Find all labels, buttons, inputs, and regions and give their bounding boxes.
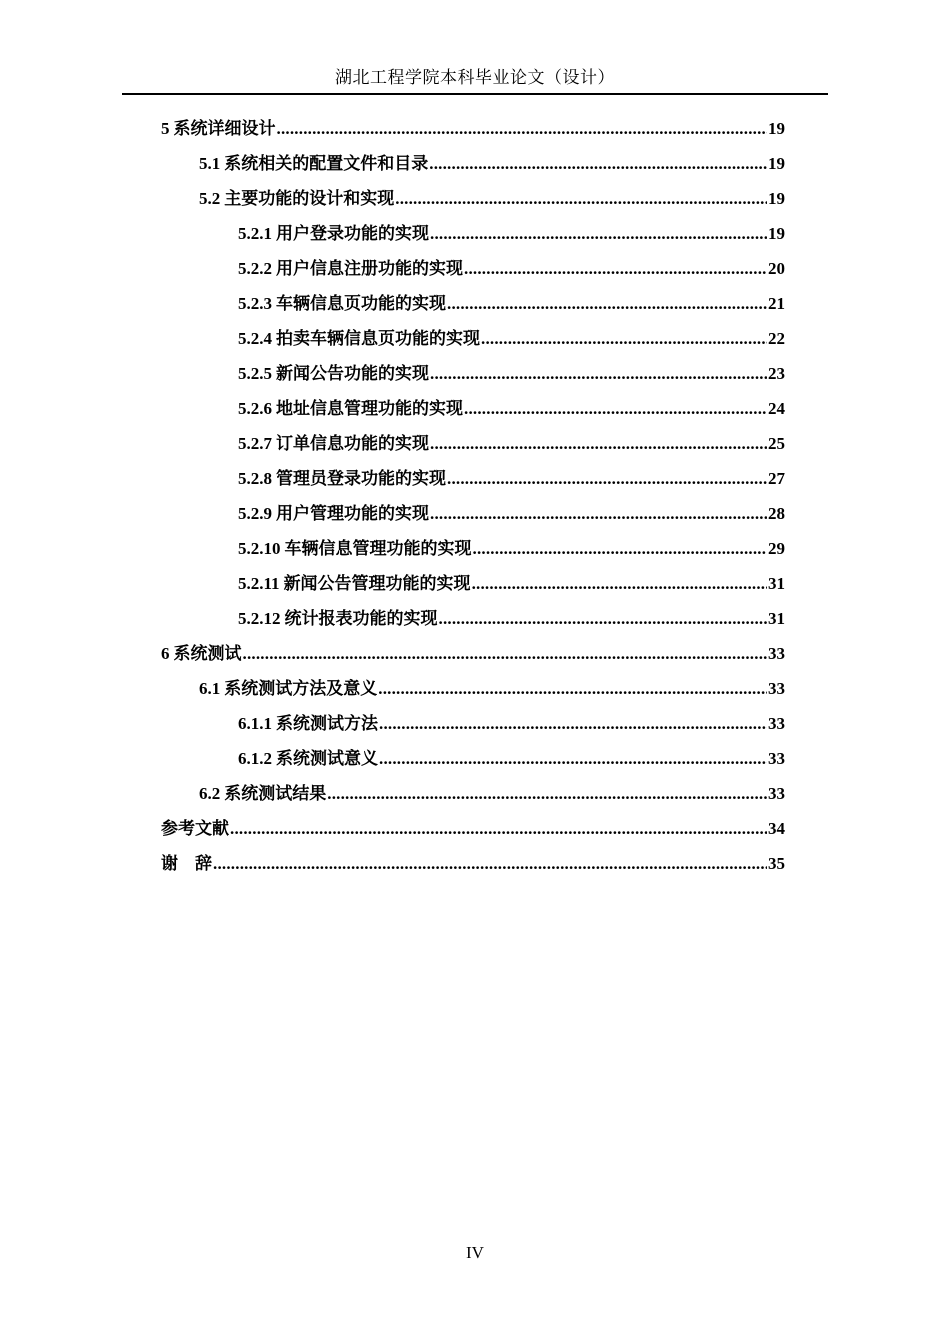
toc-entry-page: 23: [768, 364, 785, 383]
toc-entry-page: 24: [768, 399, 785, 418]
toc-dot-leader: [379, 747, 767, 771]
toc-entry[interactable]: [161, 117, 785, 152]
toc-entry-title: 系统详细设计: [173, 119, 276, 139]
toc-entry[interactable]: [161, 292, 785, 327]
toc-entry-number: 5.2.5: [238, 364, 272, 383]
toc-entry[interactable]: [161, 712, 785, 747]
toc-entry-number: 5.2.4: [238, 329, 272, 348]
toc-dot-leader: [277, 117, 768, 141]
toc-entry-page: 31: [768, 609, 785, 628]
toc-entry-page: 33: [768, 644, 785, 663]
toc-entry[interactable]: [161, 537, 785, 572]
toc-dot-leader: [430, 432, 767, 456]
toc-entry-title: 车辆信息页功能的实现: [276, 294, 446, 314]
toc-entry-page: 20: [768, 259, 785, 278]
toc-entry-number: 6.1.2: [238, 749, 272, 768]
toc-entry-number: 5.2: [199, 189, 221, 208]
toc-dot-leader: [430, 502, 767, 526]
toc-dot-leader: [429, 152, 767, 176]
toc-dot-leader: [213, 852, 767, 876]
toc-entry-number: 5.2.2: [238, 259, 272, 278]
toc-entry[interactable]: [161, 257, 785, 292]
toc-entry-page: 19: [768, 154, 785, 173]
toc-entry[interactable]: [161, 642, 785, 677]
toc-dot-leader: [481, 327, 767, 351]
toc-dot-leader: [447, 467, 767, 491]
toc-entry-title: 用户登录功能的实现: [276, 224, 429, 244]
toc-entry[interactable]: [161, 152, 785, 187]
table-of-contents: [161, 117, 785, 887]
toc-entry-title: 系统相关的配置文件和目录: [224, 154, 429, 174]
toc-dot-leader: [473, 537, 768, 561]
page-header: [122, 66, 828, 95]
toc-entry-number: 6.2: [199, 784, 221, 803]
toc-entry-page: 29: [768, 539, 785, 558]
toc-entry[interactable]: [161, 467, 785, 502]
toc-dot-leader: [379, 712, 767, 736]
toc-entry-page: 19: [768, 189, 785, 208]
toc-dot-leader: [447, 292, 767, 316]
toc-entry-title: 新闻公告管理功能的实现: [283, 574, 471, 594]
toc-entry-page: 33: [768, 679, 785, 698]
toc-entry-number: 5.2.7: [238, 434, 272, 453]
toc-entry-title: 主要功能的设计和实现: [224, 189, 395, 209]
toc-entry-number: 5.2.1: [238, 224, 272, 243]
toc-entry-title: 订单信息功能的实现: [276, 434, 429, 454]
toc-dot-leader: [430, 362, 767, 386]
toc-entry-page: 21: [768, 294, 785, 313]
toc-entry-title: 新闻公告功能的实现: [276, 364, 429, 384]
toc-dot-leader: [472, 572, 767, 596]
toc-entry-page: 33: [768, 749, 785, 768]
toc-entry[interactable]: [161, 222, 785, 257]
toc-entry-page: 33: [768, 784, 785, 803]
toc-dot-leader: [464, 257, 767, 281]
toc-entry-number: 6.1.1: [238, 714, 272, 733]
toc-entry-number: 5.2.6: [238, 399, 272, 418]
toc-entry[interactable]: [161, 782, 785, 817]
toc-entry-title: 系统测试方法及意义: [224, 679, 378, 699]
toc-entry-title: 车辆信息管理功能的实现: [284, 539, 472, 559]
toc-dot-leader: [464, 397, 767, 421]
toc-entry-number: 5.2.12: [238, 609, 281, 628]
toc-entry[interactable]: [161, 397, 785, 432]
toc-entry-number: 5.2.3: [238, 294, 272, 313]
toc-entry-page: 27: [768, 469, 785, 488]
toc-entry-title: 统计报表功能的实现: [284, 609, 438, 629]
toc-entry-title: 系统测试结果: [224, 784, 327, 804]
toc-dot-leader: [430, 222, 767, 246]
toc-entry[interactable]: [161, 327, 785, 362]
toc-entry-number: 5.2.10: [238, 539, 281, 558]
toc-entry-number: 5: [161, 119, 170, 138]
toc-entry-page: 25: [768, 434, 785, 453]
toc-entry-page: 28: [768, 504, 785, 523]
page-number: IV: [466, 1243, 484, 1262]
toc-entry-number: 5.2.9: [238, 504, 272, 523]
toc-entry-number: 5.2.11: [238, 574, 280, 593]
toc-entry[interactable]: [161, 187, 785, 222]
toc-entry-page: 19: [768, 119, 785, 138]
toc-entry-page: 22: [768, 329, 785, 348]
toc-entry[interactable]: [161, 502, 785, 537]
toc-entry-title: 系统测试方法: [276, 714, 378, 734]
toc-entry-page: 31: [768, 574, 785, 593]
toc-entry-title: 谢 辞: [161, 854, 212, 874]
toc-entry[interactable]: [161, 607, 785, 642]
toc-entry-number: 6.1: [199, 679, 221, 698]
toc-entry-page: 33: [768, 714, 785, 733]
toc-entry[interactable]: [161, 817, 785, 852]
thesis-header-title: 湖北工程学院本科毕业论文（设计）: [335, 68, 615, 88]
toc-entry-title: 参考文献: [161, 819, 229, 839]
toc-entry[interactable]: [161, 572, 785, 607]
toc-entry-number: 5.1: [199, 154, 221, 173]
toc-entry-title: 拍卖车辆信息页功能的实现: [276, 329, 480, 349]
toc-entry-title: 用户管理功能的实现: [276, 504, 429, 524]
toc-dot-leader: [327, 782, 767, 806]
toc-entry-title: 系统测试: [173, 644, 242, 664]
toc-entry-number: 5.2.8: [238, 469, 272, 488]
toc-entry-title: 用户信息注册功能的实现: [276, 259, 463, 279]
toc-entry-page: 19: [768, 224, 785, 243]
toc-entry-title: 地址信息管理功能的实现: [276, 399, 463, 419]
toc-entry-page: 34: [768, 819, 785, 838]
toc-dot-leader: [395, 187, 767, 211]
toc-entry-title: 系统测试意义: [276, 749, 378, 769]
toc-dot-leader: [243, 642, 768, 666]
toc-dot-leader: [439, 607, 768, 631]
toc-entry-title: 管理员登录功能的实现: [276, 469, 446, 489]
toc-entry-page: 35: [768, 854, 785, 873]
toc-entry[interactable]: [161, 677, 785, 712]
toc-entry[interactable]: [161, 852, 785, 887]
toc-entry[interactable]: [161, 432, 785, 467]
toc-entry-number: 6: [161, 644, 170, 663]
toc-entry[interactable]: [161, 747, 785, 782]
toc-dot-leader: [230, 817, 767, 841]
toc-dot-leader: [378, 677, 767, 701]
toc-entry[interactable]: [161, 362, 785, 397]
